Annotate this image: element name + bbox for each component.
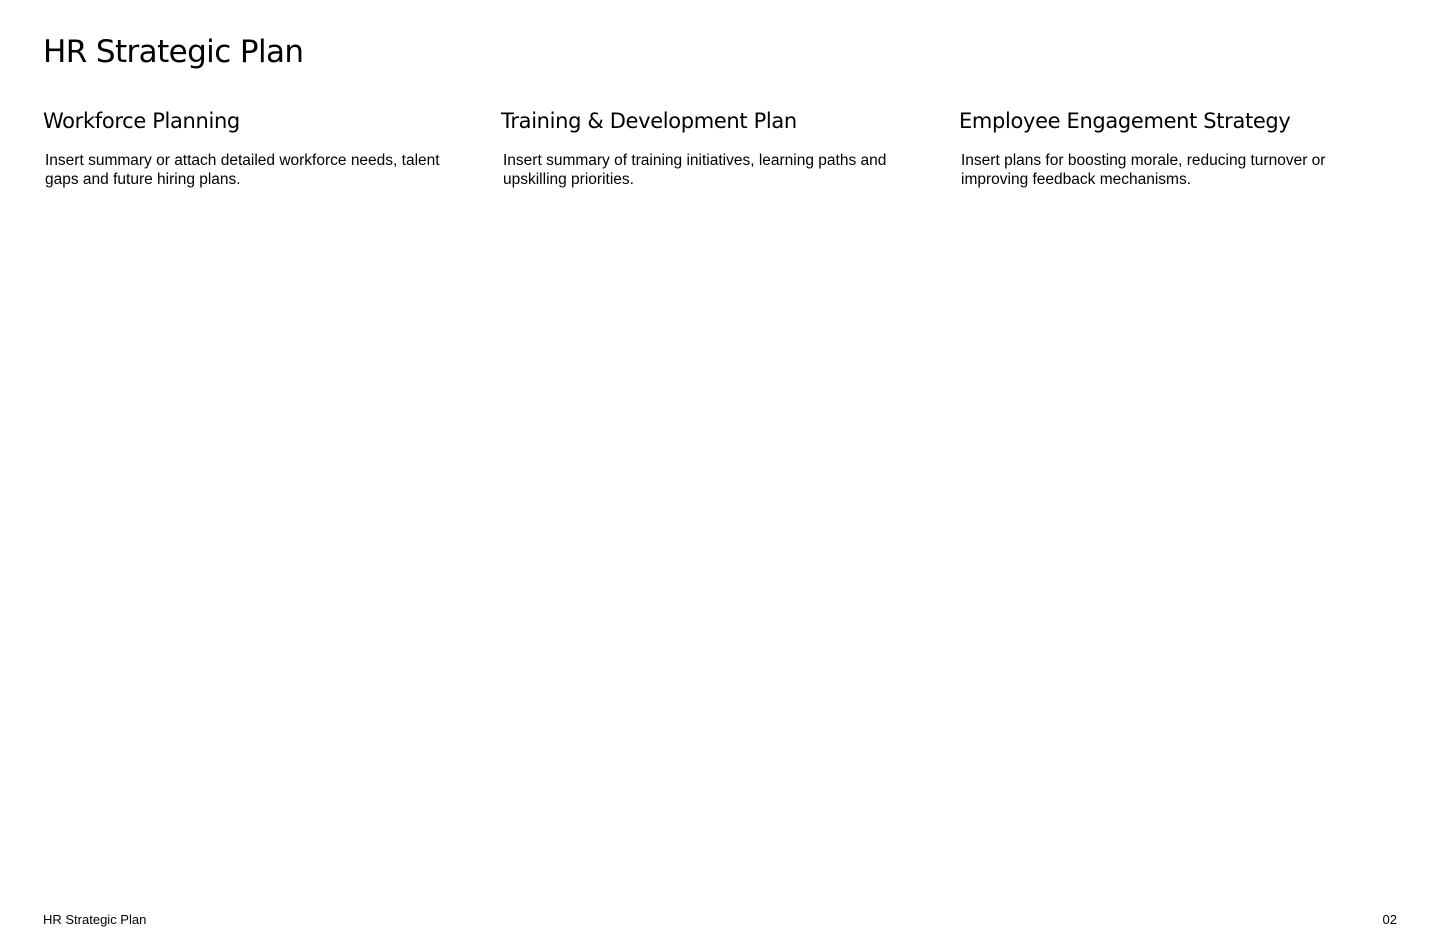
section-training-development-plan — [501, 109, 959, 189]
section-body: Insert summary of training initiatives, learning paths and upskilling priorities. — [503, 152, 887, 188]
page-title: HR Strategic Plan — [43, 34, 304, 70]
section-heading: Workforce Planning — [43, 109, 240, 133]
sections-row — [43, 109, 1397, 189]
section-heading: Employee Engagement Strategy — [959, 109, 1291, 133]
section-body: Insert summary or attach detailed workforce needs, talent gaps and future hiring plans. — [45, 152, 440, 188]
section-heading: Training & Development Plan — [501, 109, 797, 133]
section-employee-engagement-strategy — [959, 109, 1417, 189]
footer-title: HR Strategic Plan — [43, 912, 147, 927]
section-body: Insert plans for boosting morale, reducing turnover or improving feedback mechanisms. — [961, 152, 1326, 188]
page-number: 02 — [1382, 912, 1397, 927]
section-workforce-planning — [43, 109, 501, 189]
